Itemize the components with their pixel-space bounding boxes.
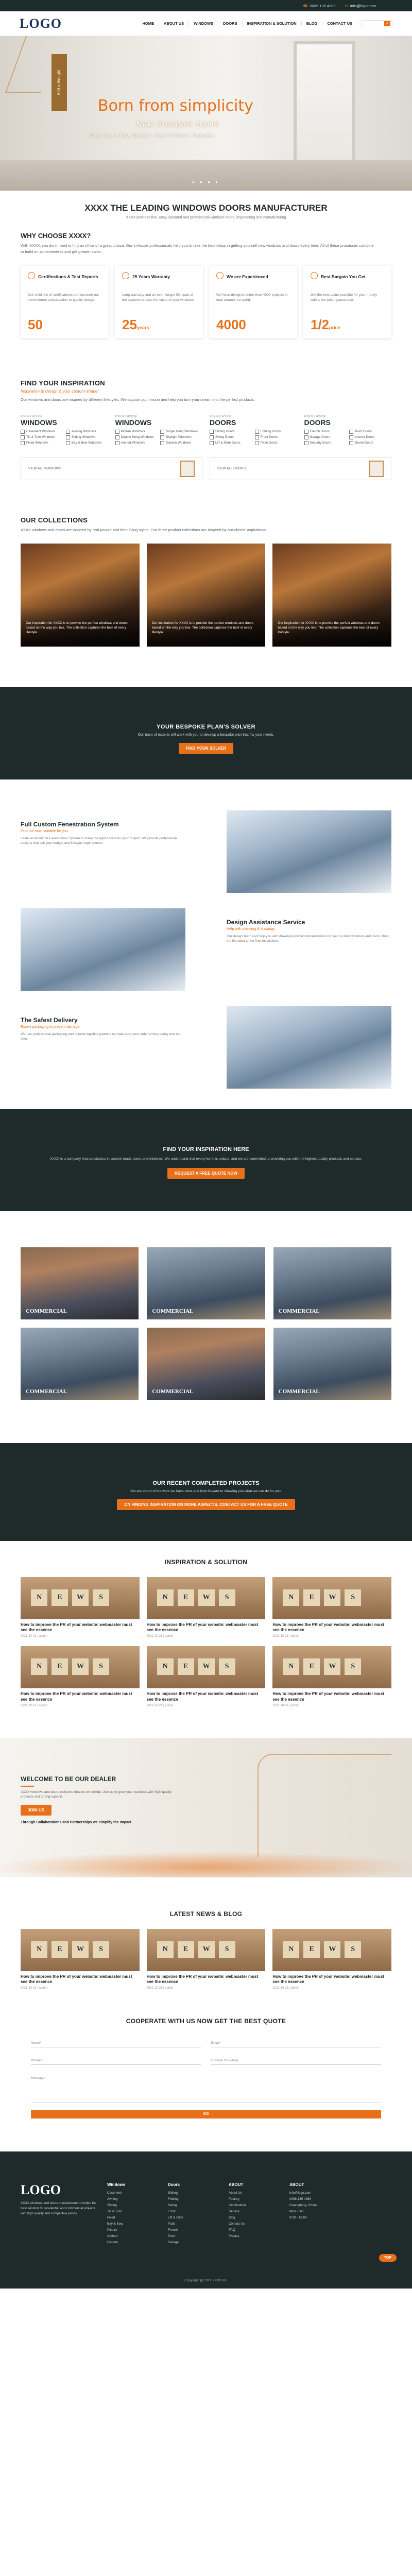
footer-link[interactable]: Swing [168,2204,177,2208]
window-icon [66,430,70,434]
footer-link[interactable]: Pivot [168,2234,175,2239]
category-item[interactable]: Security Doors [304,441,347,445]
branch-decoration [258,1754,391,1857]
article-title[interactable]: How to improve the PR of your website: webmaster must see the essence [272,1691,384,1702]
phone-info[interactable] [303,4,335,8]
collection-card[interactable] [147,544,266,647]
article-meta: 2021-10-21 | admin [21,1635,47,1638]
category-list [21,415,391,445]
article-title[interactable]: How to improve the PR of your website: webmaster must see the essence [146,1691,259,1702]
project-label: COMMERCIAL [26,1388,67,1395]
footer-link: Mon - Sat [289,2210,304,2214]
category-item[interactable]: Double Hung Windows [115,435,158,439]
category-item[interactable]: Storm Doors [349,441,391,445]
footer-link: Guangdong, China [289,2204,317,2208]
footer-link[interactable]: Bay & Bow [107,2222,123,2226]
service-title: Design Assistance Service [227,918,305,926]
card-body: Long warranty and an even longer life span of the systems ensure the value of your windows. [122,293,195,302]
news-title: LATEST NEWS & BLOG [169,1910,243,1918]
email-info[interactable] [345,4,376,8]
request-quote-button[interactable]: REQUEST A FREE QUOTE NOW [167,1168,245,1179]
glow-decoration [0,1852,412,1877]
category-item[interactable]: Garden Windows [160,441,202,445]
nav-blog[interactable]: BLOG [302,21,323,26]
contact-quote-button[interactable]: ON FINDING INSPIRATION ON MORE ASPECTS, CONTACT US FOR A FREE QUOTE [117,1499,295,1510]
news-card[interactable] [147,1929,266,1990]
footer-link[interactable]: Casement [107,2191,122,2195]
project-gallery [21,1211,391,1443]
news-card-meta: 2021-10-21 | admin [146,1987,174,1990]
footer-link[interactable]: Folding [168,2197,179,2201]
category-item[interactable]: Front Doors [255,435,297,439]
article-meta: 2021-10-21 | admin [146,1635,174,1638]
hero-title: Born from simplicity [98,97,253,115]
quote-section [21,2018,391,2151]
footer-link[interactable]: FAQ [229,2228,235,2232]
footer-col-title: ABOUT [289,2182,304,2188]
project-tile[interactable] [147,1328,265,1400]
news-image: N E W S [21,1929,140,1971]
why-section [21,232,391,379]
card-number: 4000 [216,317,246,333]
article-card[interactable] [147,1646,266,1707]
dealer-title: WELCOME TO BE OUR DEALER [21,1775,116,1783]
leading-subtitle: XXXX provides fine, easy-operated and professional windows doors, engineering and manufacturing [126,216,286,219]
why-title: WHY CHOOSE XXXX? [21,232,91,240]
window-icon [66,435,70,439]
category-windows [21,415,108,445]
category-name[interactable]: DOORS [304,418,331,427]
card-number: 1/2price [311,317,340,333]
news-image: N E W S [272,1646,391,1688]
collection-caption: Our inspiration for XXXX is to provide the perfect windows and doors based on the way you live. The collection captures the best of every lifestyle. [272,606,391,647]
footer-col-title: ABOUT [229,2182,244,2188]
category-item[interactable]: Garage Doors [304,435,347,439]
article-meta: 2021-10-21 | admin [146,1704,174,1707]
mail-icon: ✉ [345,3,348,8]
door-icon [349,435,353,439]
project-label: COMMERCIAL [152,1308,194,1314]
service-body: We use professional packaging and reliable logistics partners to make sure your order arrives safely and on time. [21,1032,180,1041]
inspiration-subtitle: Inspiration to design & your custom-shape! [21,389,99,394]
solver-banner [0,687,412,779]
footer-link[interactable]: Factory [229,2197,239,2201]
project-tile[interactable] [21,1328,139,1400]
window-icon [160,430,164,434]
service-subtitle: Find the most suitable for you [21,829,68,833]
top-bar [0,0,412,11]
copyright: Copyright @ 2021 XXXX Inc. [184,2279,228,2283]
window-icon [115,441,119,445]
logo[interactable]: LOGO [20,15,62,31]
nav-about[interactable]: ABOUT US [159,21,189,26]
dealer-note: Through Collaborations and Partnerships we simplify the Impact [21,1821,132,1825]
news-image: N E W S [147,1929,266,1971]
article-card[interactable] [147,1577,266,1638]
news-image: N E W S [272,1929,391,1971]
project-label: COMMERCIAL [26,1308,67,1314]
footer-link[interactable]: Patio [168,2222,176,2226]
window-icon [21,435,25,439]
leading-title: XXXX THE LEADING WINDOWS DOORS MANUFACTURER [84,203,328,213]
category-item[interactable]: Patio Doors [255,441,297,445]
back-to-top-button[interactable]: TOP [379,2254,397,2262]
footer-link[interactable]: Lift & Slide [168,2216,184,2220]
footer-col-windows [107,2182,159,2247]
footer-link[interactable]: Awning [107,2197,118,2201]
footer-link[interactable]: Sliding [168,2191,178,2195]
phone-icon: ☎ [303,3,308,8]
footer-link[interactable]: Front [168,2210,176,2214]
nav-inspiration[interactable]: INSPIRATION & SOLUTION [243,21,302,26]
news-image: N E W S [147,1577,266,1619]
card-title: Best Bargain You Get [321,274,366,280]
category-kicker: FOR MY HOUSE [210,415,232,418]
door-icon [304,441,308,445]
footer-link[interactable]: 0086 135 4389 [289,2197,312,2201]
inspiration-section [21,379,391,516]
why-text: With XXXX, you don't need to find an office of a great choice. Our in-house professionals help you to take the best steps in getting yourself new windows and doors every time. All of these processes combine to build on achievements and get greater sales. [21,243,374,254]
card-title: Certifications & Test Reports [38,274,98,280]
isol-title: INSPIRATION & SOLUTION [164,1558,248,1566]
door-icon [210,441,214,445]
news-image: N E W S [21,1646,140,1688]
card-number: 50 [28,317,43,333]
news-card-meta: 2021-10-21 | admin [21,1987,47,1990]
footer-link[interactable]: info@logo.com [289,2191,312,2195]
inspiration-title: FIND YOUR INSPIRATION [21,379,105,387]
collections-text: XXXX windows and doors are inspired by real people and their living styles. Our three product collections are inspired by our clients' aspirations. [21,527,267,532]
feature-card [303,266,391,338]
door-icon [349,441,353,445]
nav-contact[interactable]: CONTACT US [322,21,357,26]
news-image: N E W S [147,1646,266,1688]
door-icon [349,430,353,434]
building-image [227,810,391,893]
phone-field[interactable]: Phone* [31,2055,201,2065]
project-tile[interactable] [21,1247,139,1319]
category-item[interactable]: Awning Windows [66,430,108,434]
article-grid [21,1577,391,1707]
main-nav [138,20,392,27]
category-item[interactable]: Pivot Doors [349,430,391,434]
projects-title: OUR RECENT COMPLETED PROJECTS [152,1480,260,1486]
article-card[interactable] [21,1646,140,1707]
news-card[interactable] [272,1929,391,1990]
category-item[interactable]: Bay & Bow Windows [66,441,108,445]
category-item[interactable]: Fixed Windows [21,441,63,445]
dealer-text: XXXX windows and doors welcome dealers worldwide. Join us to grow your business with high quality products and strong support. [21,1790,172,1799]
window-thumbnail [180,461,195,477]
footer-link[interactable]: Arched [107,2234,117,2239]
collection-list [21,544,391,647]
news-image: N E W S [272,1577,391,1619]
dealer-section [0,1738,412,1877]
feature-card [115,266,203,338]
category-doors [210,415,297,445]
hero-tagline: New Idea ▪ New Design ▪ New Product ▪ Success [90,133,215,138]
nav-home[interactable]: HOME [138,21,159,26]
category-item[interactable]: Picture Windows [115,430,158,434]
title-underline [21,1786,34,1787]
category-item[interactable]: Folding Doors [255,430,297,434]
footer-link[interactable]: French [168,2228,178,2232]
footer-link[interactable]: Certification [229,2204,246,2208]
experience-icon [216,272,224,279]
category-kicker: FOR MY HOUSE [304,415,326,418]
window-icon [21,430,25,434]
footer-col-title: Windows [107,2182,126,2188]
category-name[interactable]: DOORS [210,418,236,427]
footer-col-title: Doors [168,2182,180,2188]
collection-card[interactable] [21,544,140,647]
category-doors-2 [304,415,392,445]
card-body: Our solid line of certifications demonstrate our commitment and devotion to quality design. [28,293,99,302]
quote-form [21,2037,391,2119]
category-item[interactable]: Tilt & Turn Windows [21,435,63,439]
window-icon [160,441,164,445]
article-meta: 2021-10-21 | admin [272,1635,300,1638]
category-item[interactable]: Interior Doors [349,435,391,439]
card-body: We have designed more than 4000 projects in total around the world. [216,293,288,302]
inspiration-solution-section [21,1541,391,1738]
collection-caption: Our inspiration for XXXX is to provide the perfect windows and doors based on the way you live. The collection captures the best of every lifestyle. [21,606,140,647]
service-subtitle: Help with planning & drawings [227,927,275,931]
footer-brand [21,2182,98,2247]
feature-card [209,266,297,338]
view-all-doors-link[interactable]: VIEW ALL DOORS [210,457,391,480]
door-icon [210,435,214,439]
solver-title: YOUR BESPOKE PLAN'S SOLVER [156,723,256,730]
card-body: Get the best value possible for your money with a low price guaranteed. [311,293,377,302]
collection-card[interactable] [272,544,391,647]
inspiration-text: Our windows and doors are inspired by different lifestyles. We support your vision and help you turn your dream into the perfect products. [21,397,255,402]
footer-link[interactable]: Blog [229,2216,235,2220]
footer-logo[interactable]: LOGO [21,2182,61,2198]
footer-link[interactable]: Garage [168,2241,179,2245]
view-all-windows-link[interactable]: VIEW ALL WINDOWS [21,457,202,480]
category-kicker: FOR MY HOUSE [21,415,43,418]
footer [0,2151,412,2289]
projects-text: We are proud of the work we have done and look forward to showing you what we can do for you. [130,1489,282,1493]
service-title: The Safest Delivery [21,1016,78,1024]
footer-col-doors [168,2182,219,2247]
join-us-button[interactable]: JOIN US [21,1805,52,1816]
view-all-row [21,457,391,480]
category-item[interactable]: Lift & Slide Doors [210,441,252,445]
inspiration-banner [0,1109,412,1211]
door-icon [255,435,259,439]
category-item[interactable]: Casement Windows [21,430,63,434]
footer-about: XXXX windows and doors manufacturer provides the best solution for residential and commercial projects with high quality and competitive prices. [21,2201,97,2215]
article-title[interactable]: How to improve the PR of your website: webmaster must see the essence [272,1622,384,1633]
header [0,11,412,36]
article-title[interactable]: How to improve the PR of your website: webmaster must see the essence [146,1622,259,1633]
news-card-title[interactable]: How to improve the PR of your website: webmaster must see the essence [146,1974,259,1985]
area-select[interactable]: Choose Your Area [211,2055,381,2065]
floor-image [0,160,412,191]
category-windows-2 [115,415,203,445]
certificate-icon [28,272,35,279]
window-icon [66,441,70,445]
footer-link[interactable]: Contact Us [229,2222,245,2226]
feature-card [21,266,109,338]
window-icon [160,435,164,439]
search-input[interactable] [362,20,392,27]
news-card-title[interactable]: How to improve the PR of your website: webmaster must see the essence [21,1974,132,1985]
leading-section [0,191,412,227]
email-field[interactable]: Email* [211,2037,381,2047]
name-field[interactable]: Name* [31,2037,201,2047]
hero-subtitle: New Freedom Home [136,120,220,128]
price-icon [311,272,318,279]
category-item[interactable]: Sliding Windows [66,435,108,439]
footer-col-contact [289,2182,341,2247]
footer-link[interactable]: About Us [229,2191,242,2195]
email-text: info@logo.com [350,3,376,8]
door-thumbnail [369,461,384,477]
article-title[interactable]: How to improve the PR of your website: webmaster must see the essence [21,1691,132,1702]
service-subtitle: Expert packaging to prevent damage [21,1025,80,1029]
collections-title: OUR COLLECTIONS [21,516,88,524]
category-item[interactable]: Single Hung Windows [160,430,202,434]
project-tile[interactable] [147,1247,265,1319]
feature-cards [21,266,391,338]
submit-button[interactable]: GO [31,2110,381,2119]
project-tile[interactable] [273,1328,391,1400]
projects-banner [0,1443,412,1541]
category-item[interactable]: Arched Windows [115,441,158,445]
warranty-icon [122,272,129,279]
door-icon [210,430,214,434]
footer-link[interactable]: Service [229,2210,239,2214]
category-kicker: FOR MY HOUSE [115,415,137,418]
phone-text: 0086 135 4389 [310,3,336,8]
project-label: COMMERCIAL [278,1388,320,1395]
footer-link[interactable]: Garden [107,2241,118,2245]
footer-link[interactable]: Fixed [107,2216,115,2220]
window-icon [115,430,119,434]
footer-link[interactable]: Privacy [229,2234,239,2239]
collection-caption: Our inspiration for XXXX is to provide the perfect windows and doors based on the way you live. The collection captures the best of every lifestyle. [147,606,266,647]
footer-link[interactable]: Picture [107,2228,117,2232]
card-title: We are Experienced [227,274,268,280]
article-meta: 2021-10-21 | admin [21,1704,47,1707]
news-section [21,1877,391,2018]
door-icon [255,430,259,434]
service-body: Our design team can help you with drawings and recommendations for your custom windows and doors, from the first idea to the final installation. [227,934,389,943]
door-icon [255,441,259,445]
nav-doors[interactable]: DOORS [218,21,243,26]
footer-link[interactable]: Tilt & Turn [107,2210,122,2214]
footer-col-about [229,2182,280,2247]
inspiration-banner-text: XXXX is a company that specializes in custom-made doors and windows. We understand that every home is unique, and we are committed to providing you with the highest quality products and service. [50,1157,362,1161]
collections-section [21,516,391,687]
building-image [21,908,185,991]
services-section [21,779,391,1109]
hero-ribbon: Add a thought [52,54,67,111]
news-card[interactable] [21,1929,140,1990]
news-card-meta: 2021-10-21 | admin [272,1987,300,1990]
service-body: Learn all about the Fenestration System to make the right choice for your project. We provide professional designs that suit your budget and lifestyle requirements. [21,836,178,845]
service-title: Full Custom Fenestration System [21,820,119,828]
project-label: COMMERCIAL [278,1308,320,1314]
footer-link: 9:00 - 18:00 [289,2216,307,2220]
category-item[interactable]: Sliding Doors [210,430,252,434]
card-number: 25years [122,317,149,333]
footer-link[interactable]: Sliding [107,2204,117,2208]
project-label: COMMERCIAL [152,1388,194,1395]
quote-title: COOPERATE WITH US NOW GET THE BEST QUOTE [126,2018,286,2025]
project-tile[interactable] [273,1247,391,1319]
message-field[interactable]: Message* [31,2072,381,2103]
card-title: 25 Years Warranty [132,274,170,280]
news-grid [21,1929,391,1990]
window-icon [21,441,25,445]
solver-text: Our team of experts will work with you to develop a bespoke plan that fits your needs. [138,733,274,737]
article-title[interactable]: How to improve the PR of your website: webmaster must see the essence [21,1622,132,1633]
service-delivery [21,1016,185,1042]
article-card[interactable] [272,1577,391,1638]
article-meta: 2021-10-21 | admin [272,1704,300,1707]
door-icon [304,430,308,434]
service-design [227,919,391,944]
door-icon [304,435,308,439]
news-card-title[interactable]: How to improve the PR of your website: webmaster must see the essence [272,1974,384,1985]
article-card[interactable] [272,1646,391,1707]
nav-windows[interactable]: WINDOWS [189,21,218,26]
news-image: N E W S [21,1577,140,1619]
category-item[interactable]: French Doors [304,430,347,434]
search-icon[interactable]: ⌕ [384,21,390,26]
window-icon [115,435,119,439]
category-item[interactable]: Skylight Windows [160,435,202,439]
category-name[interactable]: WINDOWS [115,418,152,427]
category-item[interactable]: Swing Doors [210,435,252,439]
find-solver-button[interactable]: FIND YOUR SOLVER [179,743,233,754]
hero-banner [0,36,412,191]
article-card[interactable] [21,1577,140,1638]
building-image [227,1006,391,1089]
inspiration-banner-title: FIND YOUR INSPIRATION HERE [163,1146,249,1153]
carousel-dots[interactable]: ● ● ● ● [192,180,220,184]
service-fenestration [21,821,185,846]
category-name[interactable]: WINDOWS [21,418,57,427]
